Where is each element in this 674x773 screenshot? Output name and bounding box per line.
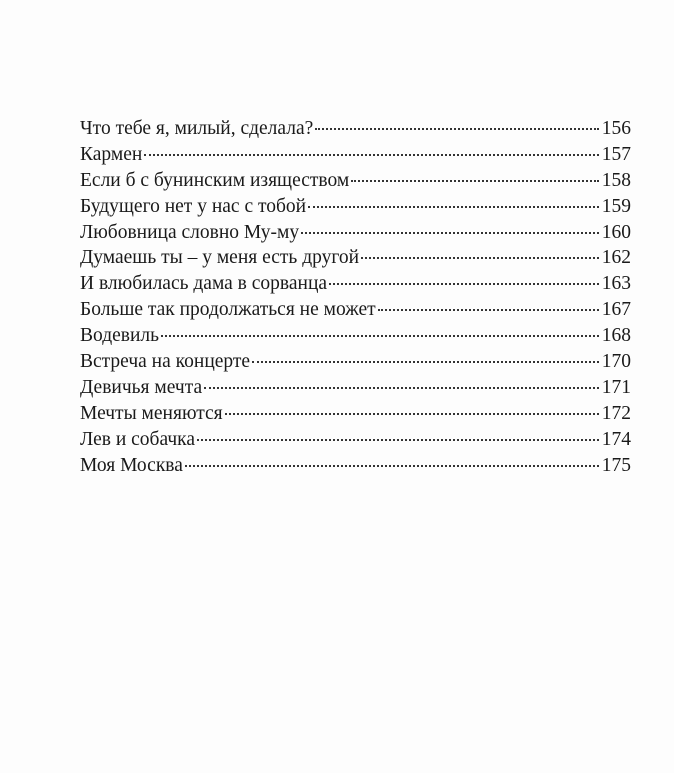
toc-entry-page-number: 170: [601, 351, 631, 373]
toc-entry-title: И влюбилась дама в сорванца: [80, 273, 328, 295]
dot-leader: [361, 257, 599, 259]
toc-entry-page-number: 156: [601, 118, 631, 139]
dot-leader: [185, 465, 599, 467]
toc-entry: [80, 271, 631, 297]
toc-entry: [80, 220, 631, 246]
toc-entry: [80, 297, 631, 323]
toc-entry-title: Будущего нет у нас с тобой: [80, 195, 307, 217]
toc-entry-title: Любовница словно Му-му: [80, 221, 300, 243]
toc-entry-page-number: 167: [601, 299, 631, 321]
toc-entry-title: Кармен: [80, 143, 143, 165]
toc-entry-title: Что тебе я, милый, сделала?: [80, 118, 314, 139]
dot-leader: [225, 413, 599, 415]
toc-entry: [80, 427, 631, 453]
toc-entry-title: Мечты меняются: [80, 402, 223, 424]
toc-entry: [80, 142, 631, 168]
dot-leader: [329, 283, 599, 285]
toc-entry-page-number: 162: [601, 247, 631, 269]
toc-entry: [80, 116, 631, 142]
toc-entry: [80, 323, 631, 349]
dot-leader: [252, 361, 599, 363]
dot-leader: [378, 309, 599, 311]
toc-entry: [80, 245, 631, 271]
dot-leader: [197, 439, 599, 441]
toc-entry-title: Думаешь ты – у меня есть другой: [80, 247, 360, 269]
dot-leader: [204, 387, 599, 389]
toc-entry: [80, 375, 631, 401]
dot-leader: [308, 206, 599, 208]
dot-leader: [301, 232, 599, 234]
toc-entry-page-number: 163: [601, 273, 631, 295]
toc-entry-page-number: 171: [601, 376, 631, 398]
toc-entry-title: Больше так продолжаться не может: [80, 299, 376, 321]
toc-entry-page-number: 159: [601, 195, 631, 217]
toc-entry-page-number: 172: [601, 402, 631, 424]
toc-entry-title: Встреча на концерте: [80, 351, 251, 373]
toc-entry-page-number: 168: [601, 325, 631, 347]
table-of-contents: [80, 116, 631, 478]
toc-entry: [80, 168, 631, 194]
toc-entry-title: Девичья мечта: [80, 376, 203, 398]
toc-entry-page-number: 158: [601, 169, 631, 191]
dot-leader: [161, 335, 599, 337]
toc-entry-page-number: 174: [601, 428, 631, 450]
toc-entry: [80, 349, 631, 375]
dot-leader: [315, 128, 598, 130]
toc-entry: [80, 194, 631, 220]
toc-entry-page-number: 160: [601, 221, 631, 243]
toc-entry-title: Моя Москва: [80, 454, 183, 476]
dot-leader: [144, 154, 598, 156]
toc-entry-title: Лев и собачка: [80, 428, 195, 450]
toc-entry: [80, 453, 631, 479]
toc-entry: [80, 401, 631, 427]
toc-entry-page-number: 175: [601, 454, 631, 476]
dot-leader: [351, 180, 599, 182]
toc-entry-page-number: 157: [601, 143, 631, 165]
toc-entry-title: Если б с бунинским изяществом: [80, 169, 350, 191]
toc-entry-title: Водевиль: [80, 325, 160, 347]
